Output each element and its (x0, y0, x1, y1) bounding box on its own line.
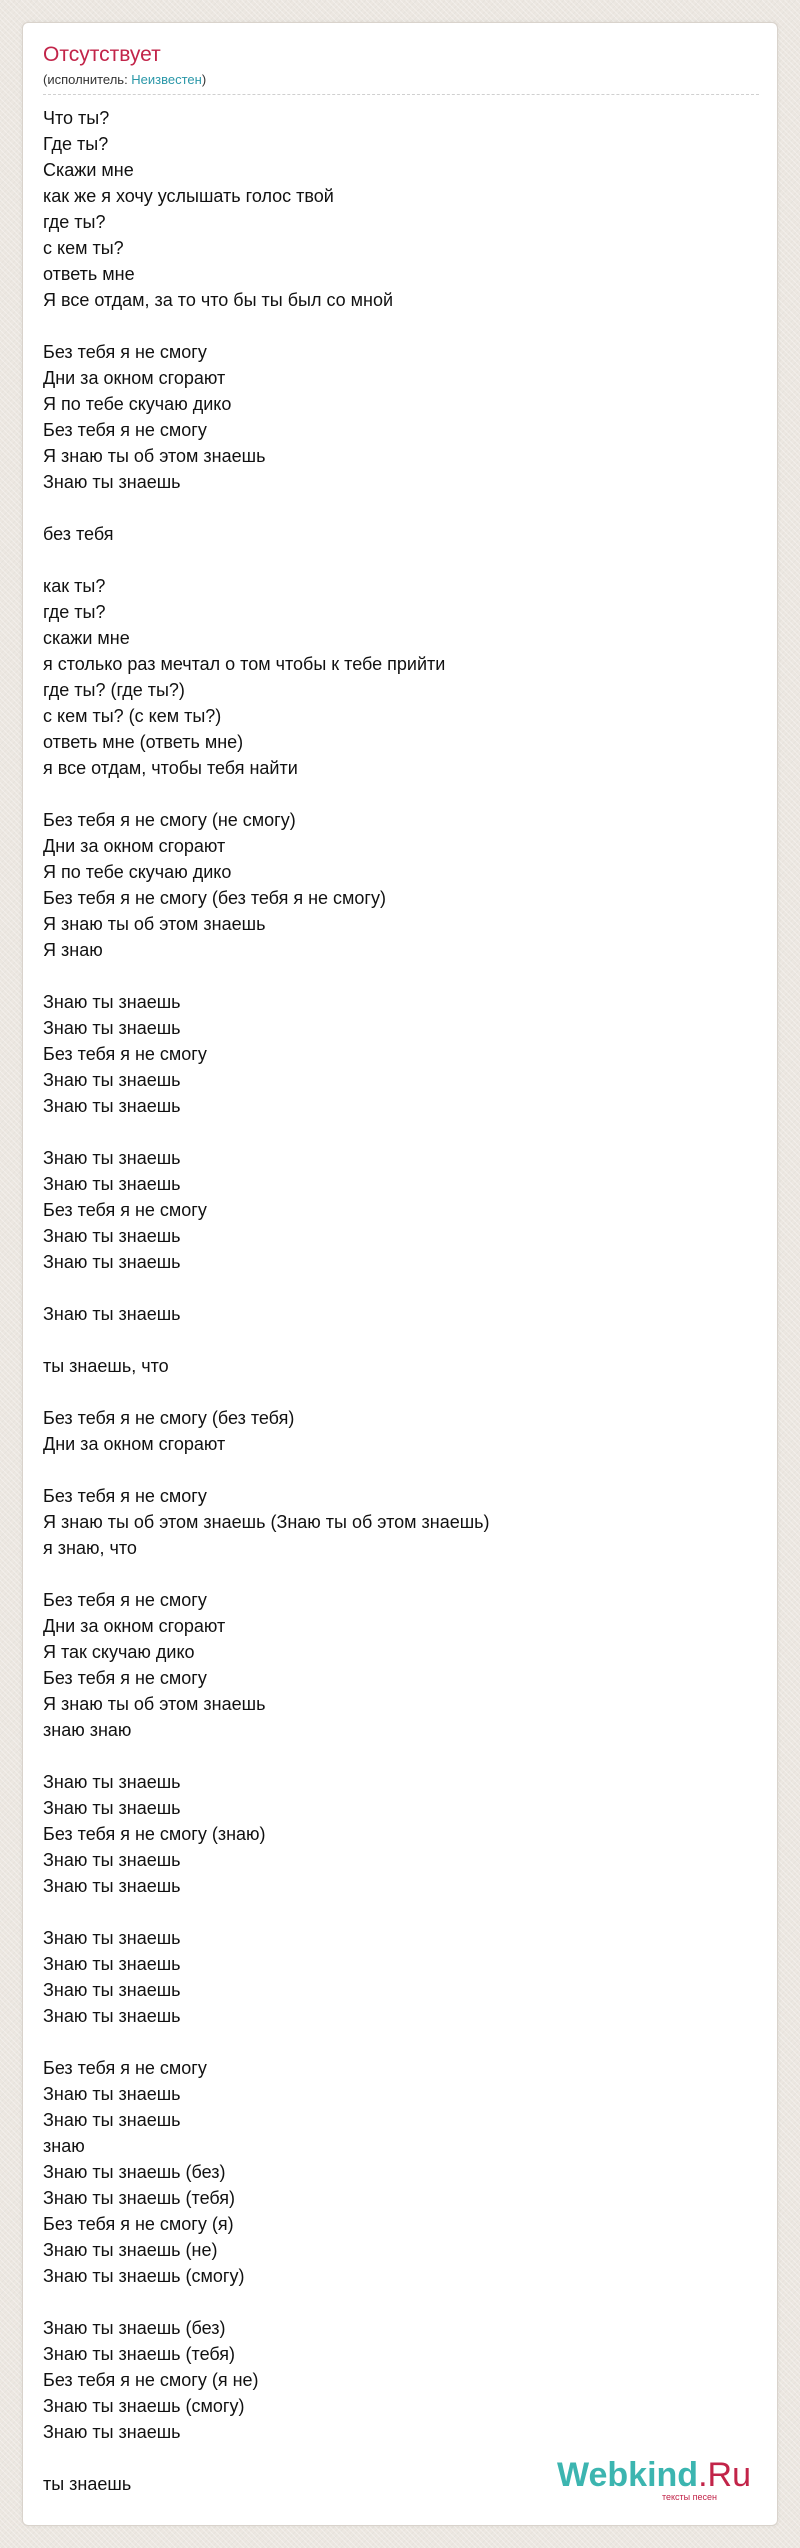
lyric-line: Без тебя я не смогу (знаю) (43, 1824, 266, 1844)
stanza-break (43, 547, 743, 573)
lyric-line: Знаю ты знаешь (43, 1876, 181, 1896)
logo-wordmark (551, 2457, 751, 2493)
lyric-line: Без тебя я не смогу (43, 342, 207, 362)
artist-link[interactable]: Неизвестен (131, 72, 202, 87)
lyric-line: знаю знаю (43, 1720, 132, 1740)
lyric-line: Знаю ты знаешь (43, 2084, 181, 2104)
lyric-line: Знаю ты знаешь (43, 1070, 181, 1090)
lyric-line: Знаю ты знаешь (43, 1928, 181, 1948)
lyric-line: с кем ты? (43, 238, 124, 258)
site-logo[interactable] (551, 2457, 751, 2503)
lyric-line: Знаю ты знаешь (43, 1798, 181, 1818)
lyric-line: Знаю ты знаешь (43, 2422, 181, 2442)
lyric-line: Без тебя я не смогу (43, 2058, 207, 2078)
stanza-break (43, 1327, 743, 1353)
lyric-line: Я знаю ты об этом знаешь (43, 914, 266, 934)
lyric-line: Знаю ты знаешь (43, 992, 181, 1012)
lyric-line: знаю (43, 2136, 85, 2156)
stanza-break (43, 1743, 743, 1769)
lyric-line: Знаю ты знаешь (смогу) (43, 2266, 245, 2286)
lyric-line: Знаю ты знаешь (не) (43, 2240, 218, 2260)
logo-name: Webkind (557, 2456, 699, 2494)
lyric-line: Знаю ты знаешь (смогу) (43, 2396, 245, 2416)
lyric-line: где ты? (43, 602, 106, 622)
divider (43, 94, 759, 95)
lyric-line: Я по тебе скучаю дико (43, 394, 232, 414)
stanza-break (43, 2289, 743, 2315)
lyric-line: Знаю ты знаешь (тебя) (43, 2344, 236, 2364)
lyric-line: Я по тебе скучаю дико (43, 862, 232, 882)
lyric-line: Знаю ты знаешь (тебя) (43, 2188, 236, 2208)
lyric-line: я знаю, что (43, 1538, 137, 1558)
lyric-line: Знаю ты знаешь (43, 1980, 181, 2000)
lyrics-text (43, 105, 743, 2497)
lyric-line: Где ты? (43, 134, 109, 154)
lyric-line: как же я хочу услышать голос твой (43, 186, 334, 206)
lyric-line: ответь мне (43, 264, 135, 284)
lyric-line: без тебя (43, 524, 114, 544)
stanza-break (43, 1561, 743, 1587)
artist-line (43, 72, 206, 88)
stanza-break (43, 1119, 743, 1145)
lyric-line: Что ты? (43, 108, 110, 128)
stanza-break (43, 313, 743, 339)
lyric-line: Знаю ты знаешь (43, 1174, 181, 1194)
logo-tagline: тексты песен (661, 2492, 717, 2502)
stanza-break (43, 2029, 743, 2055)
lyric-line: Знаю ты знаешь (без) (43, 2318, 226, 2338)
lyric-line: Знаю ты знаешь (43, 1226, 181, 1246)
lyric-line: ты знаешь (43, 2474, 132, 2494)
lyric-line: скажи мне (43, 628, 130, 648)
lyric-line: Без тебя я не смогу (43, 420, 207, 440)
stanza-break (43, 781, 743, 807)
lyric-line: как ты? (43, 576, 106, 596)
lyric-line: Я знаю (43, 940, 103, 960)
lyric-line: Без тебя я не смогу (не смогу) (43, 810, 296, 830)
lyric-line: Дни за окном сгорают (43, 1616, 226, 1636)
stanza-break (43, 1899, 743, 1925)
lyric-line: Без тебя я не смогу (без тебя) (43, 1408, 295, 1428)
lyric-line: ты знаешь, что (43, 1356, 169, 1376)
lyric-line: Я все отдам, за то что бы ты был со мной (43, 290, 394, 310)
lyric-line: Без тебя я не смогу (43, 1486, 207, 1506)
lyric-line: Скажи мне (43, 160, 134, 180)
lyric-line: Я так скучаю дико (43, 1642, 195, 1662)
lyric-line: Знаю ты знаешь (43, 1772, 181, 1792)
song-title: Отсутствует (43, 43, 161, 66)
lyric-line: Знаю ты знаешь (43, 1096, 181, 1116)
lyric-line: Без тебя я не смогу (без тебя я не смогу) (43, 888, 386, 908)
lyric-line: Я знаю ты об этом знаешь (43, 446, 266, 466)
lyric-line: Без тебя я не смогу (я не) (43, 2370, 259, 2390)
lyric-line: Знаю ты знаешь (43, 1954, 181, 1974)
logo-domain: .Ru (698, 2456, 751, 2494)
artist-suffix: ) (201, 72, 207, 87)
lyric-line: Знаю ты знаешь (43, 1252, 181, 1272)
lyric-line: Дни за окном сгорают (43, 836, 226, 856)
lyrics-card (22, 22, 778, 2526)
lyric-line: Знаю ты знаешь (43, 1850, 181, 1870)
lyric-line: где ты? (где ты?) (43, 680, 185, 700)
lyric-line: Знаю ты знаешь (43, 1018, 181, 1038)
lyric-line: Без тебя я не смогу (43, 1590, 207, 1610)
lyric-line: Дни за окном сгорают (43, 368, 226, 388)
lyric-line: где ты? (43, 212, 106, 232)
stanza-break (43, 495, 743, 521)
lyric-line: я столько раз мечтал о том чтобы к тебе прийти (43, 654, 446, 674)
lyric-line: ответь мне (ответь мне) (43, 732, 244, 752)
lyric-line: Знаю ты знаешь (43, 2110, 181, 2130)
stanza-break (43, 1379, 743, 1405)
lyric-line: Знаю ты знаешь (43, 2006, 181, 2026)
lyric-line: Я знаю ты об этом знаешь (Знаю ты об этом знаешь) (43, 1512, 490, 1532)
lyric-line: Знаю ты знаешь (без) (43, 2162, 226, 2182)
lyric-line: Знаю ты знаешь (43, 1304, 181, 1324)
lyric-line: я все отдам, чтобы тебя найти (43, 758, 298, 778)
lyric-line: Знаю ты знаешь (43, 472, 181, 492)
stanza-break (43, 1457, 743, 1483)
lyric-line: Без тебя я не смогу (43, 1044, 207, 1064)
artist-prefix: (исполнитель: (43, 72, 132, 87)
stanza-break (43, 1275, 743, 1301)
lyric-line: Дни за окном сгорают (43, 1434, 226, 1454)
lyric-line: Без тебя я не смогу (43, 1200, 207, 1220)
lyric-line: с кем ты? (с кем ты?) (43, 706, 222, 726)
lyric-line: Знаю ты знаешь (43, 1148, 181, 1168)
lyric-line: Без тебя я не смогу (43, 1668, 207, 1688)
lyric-line: Я знаю ты об этом знаешь (43, 1694, 266, 1714)
lyric-line: Без тебя я не смогу (я) (43, 2214, 234, 2234)
stanza-break (43, 963, 743, 989)
